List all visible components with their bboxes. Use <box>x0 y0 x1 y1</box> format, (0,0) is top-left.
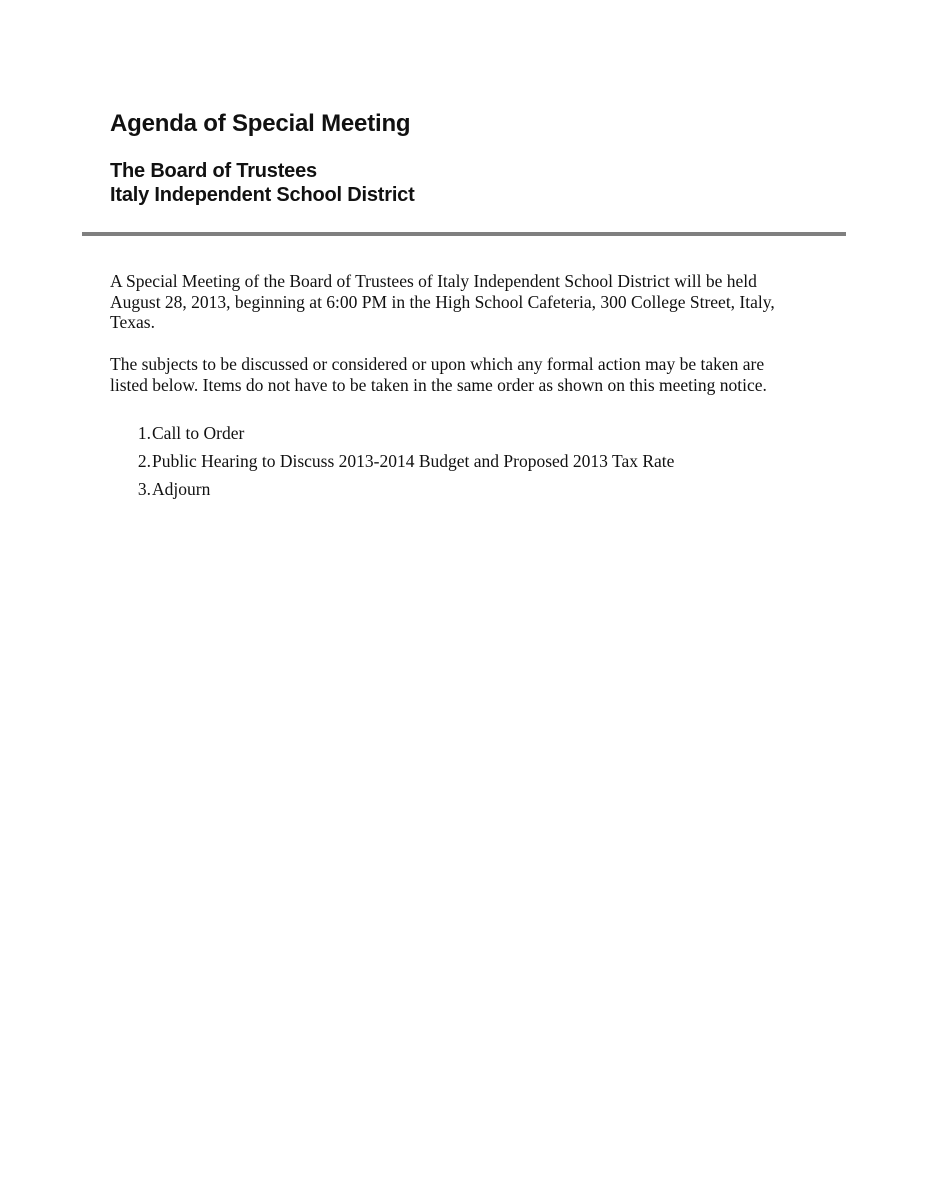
agenda-item-call-to-order <box>110 419 674 447</box>
agenda-item-text: Call to Order <box>152 423 245 443</box>
document-title: Agenda of Special Meeting <box>110 110 411 137</box>
agenda-item-number: 1. <box>137 423 151 443</box>
header-divider <box>82 232 846 236</box>
document-subtitle <box>110 159 415 207</box>
agenda-list <box>110 419 674 503</box>
agenda-item-adjourn <box>110 475 674 503</box>
paragraph-line: The subjects to be discussed or considered or upon which any formal action may be taken are <box>110 354 765 374</box>
subtitle-line-district: Italy Independent School District <box>110 184 415 206</box>
paragraph-line: August 28, 2013, beginning at 6:00 PM in the High School Cafeteria, 300 College Street, Italy, <box>110 291 775 312</box>
paragraph-line: listed below. Items do not have to be taken in the same order as shown on this meeting notice. <box>110 374 767 395</box>
agenda-item-text: Public Hearing to Discuss 2013-2014 Budget and Proposed 2013 Tax Rate <box>152 451 675 471</box>
agenda-item-number: 3. <box>137 479 151 499</box>
agenda-item-public-hearing <box>110 447 674 475</box>
subtitle-line-board: The Board of Trustees <box>110 160 317 182</box>
agenda-item-text: Adjourn <box>152 479 211 499</box>
meeting-notice-paragraph <box>110 271 815 333</box>
paragraph-line: Texas. <box>110 312 155 332</box>
agenda-item-number: 2. <box>137 451 151 471</box>
subjects-paragraph <box>110 354 815 395</box>
paragraph-line: A Special Meeting of the Board of Trustees of Italy Independent School District will be held <box>110 271 757 291</box>
